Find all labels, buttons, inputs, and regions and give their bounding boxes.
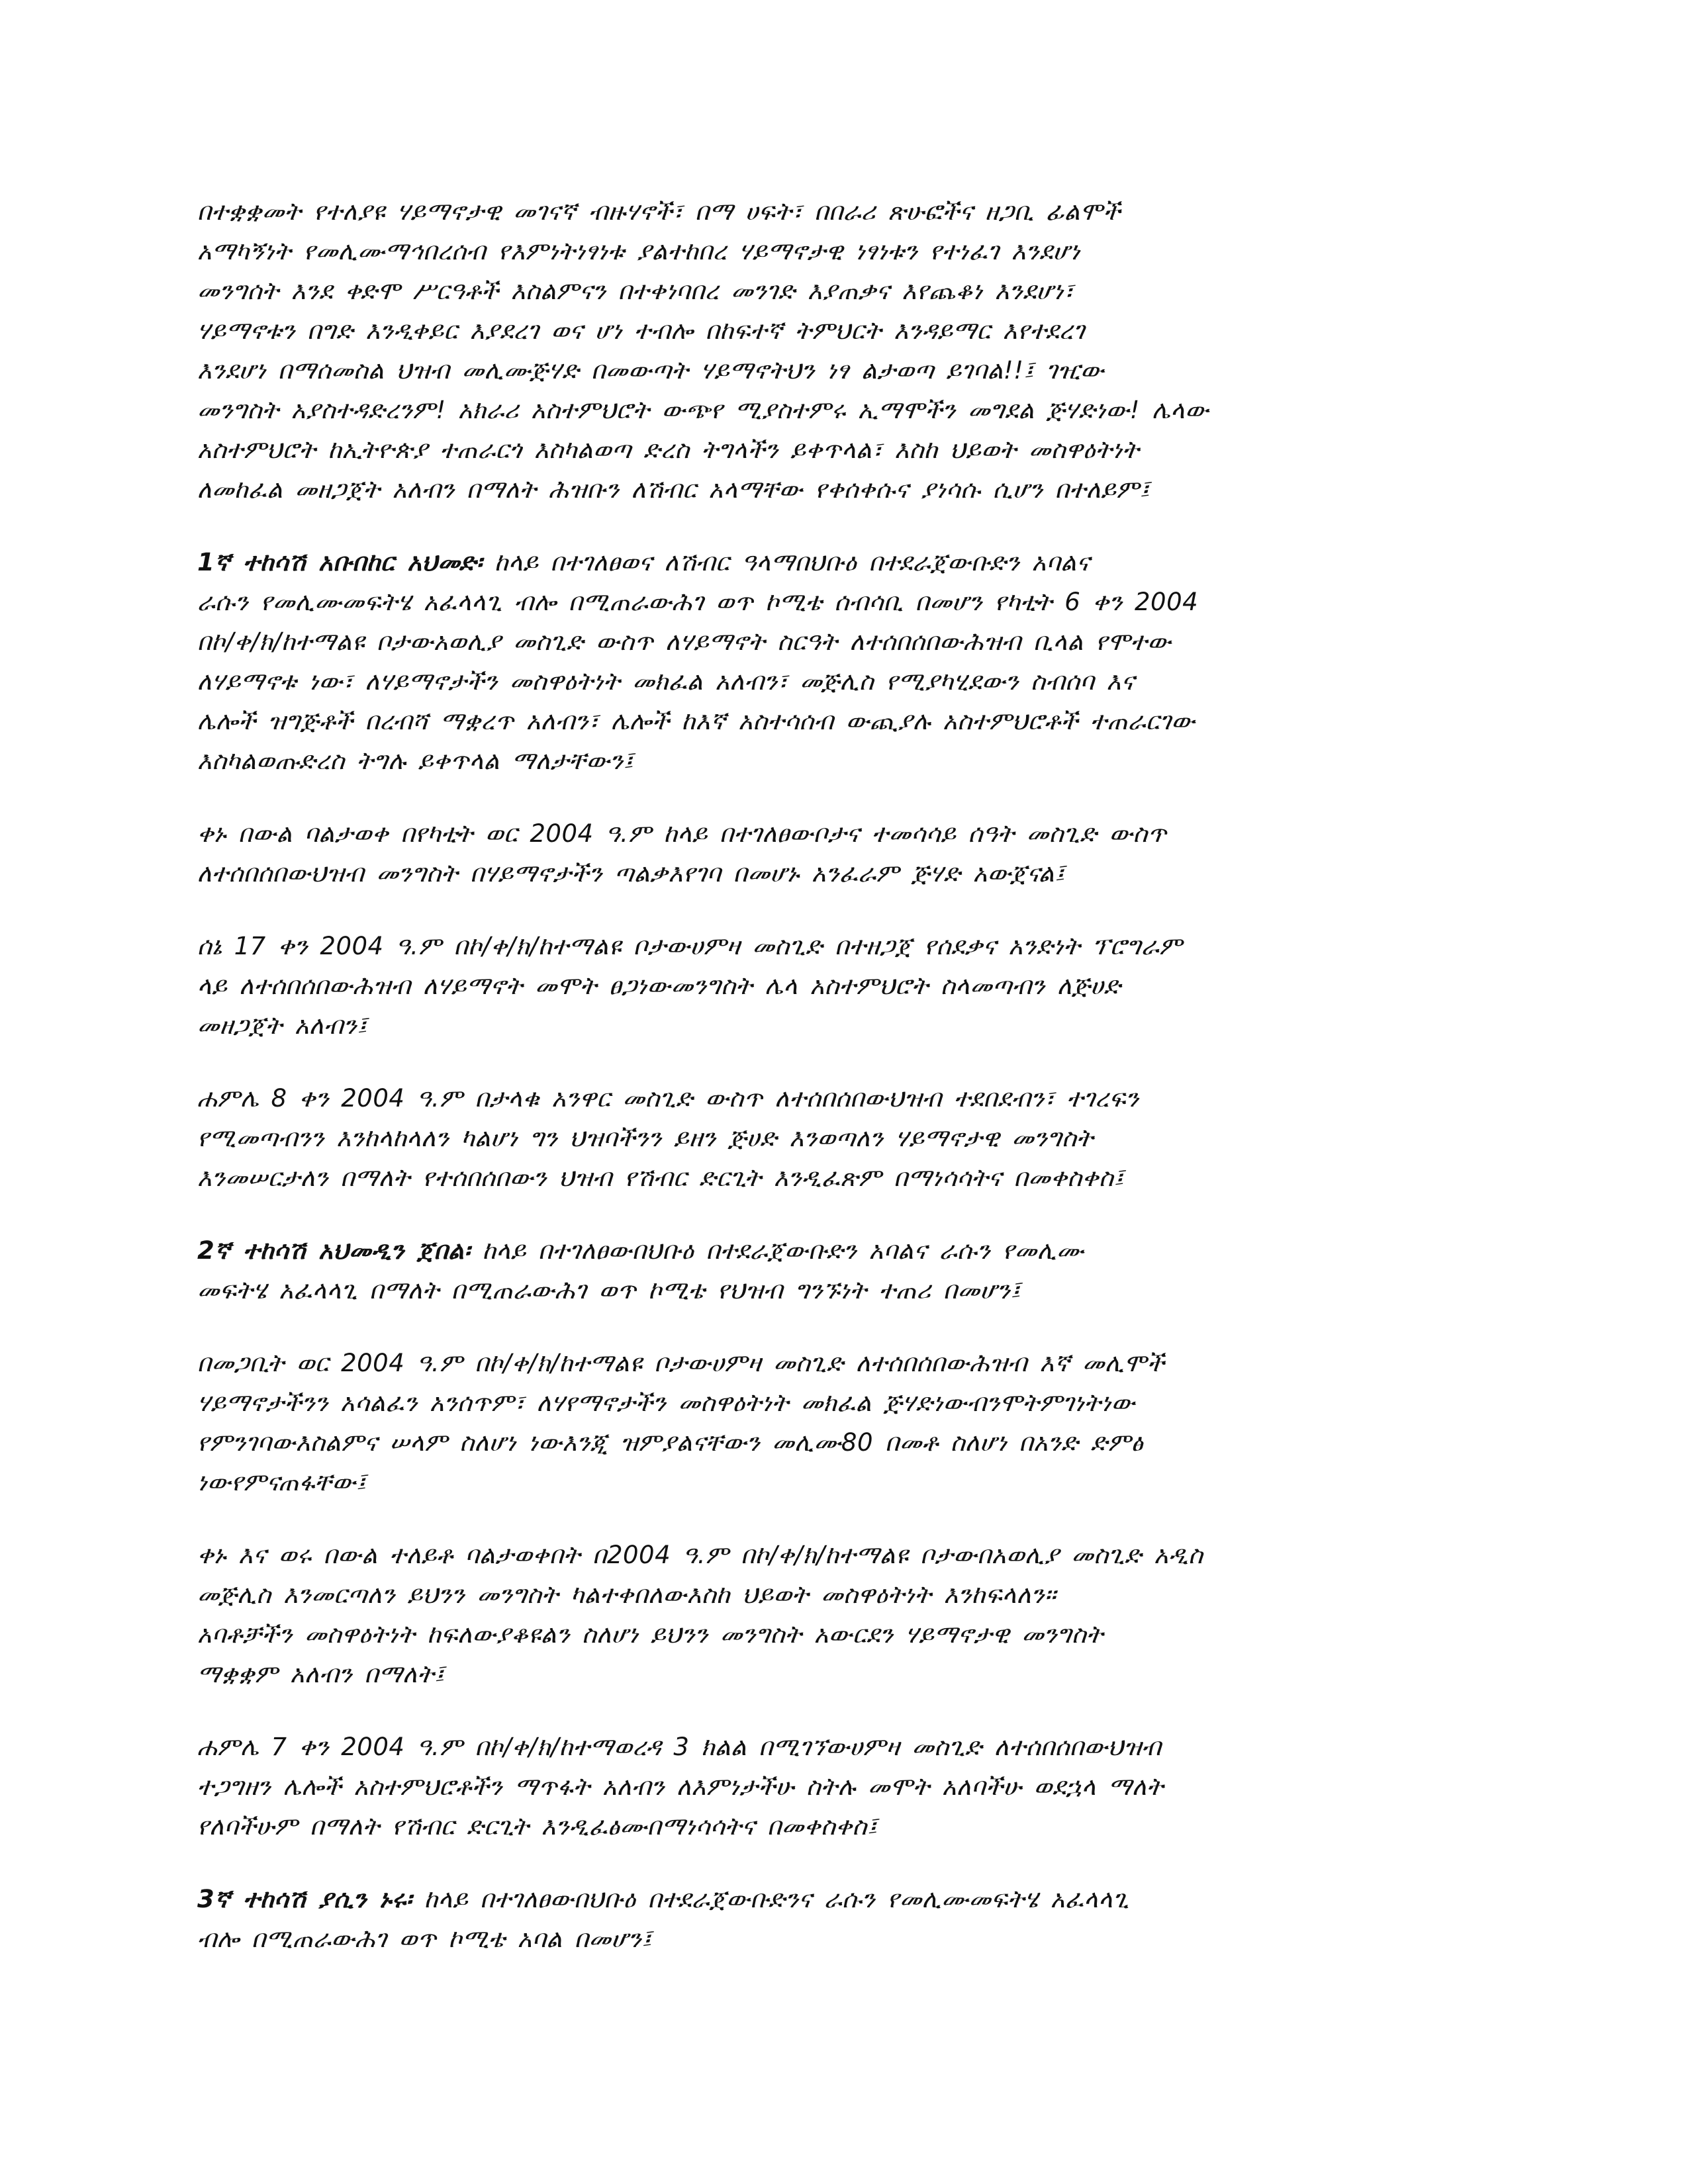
text-line: ነውየምናጠፋቸው፤ bbox=[197, 1468, 367, 1496]
text-line: ሌሎች ዝግጅቶች በረብሻ ማቋረጥ አለብን፣ ሌሎች ከእኛ አስተሳሰብ ውጪያሉ አስተምህሮቶች ተጠራርገው bbox=[197, 707, 1196, 735]
text-line: ለሃይማኖቱ ነው፣ ለሃይማኖታችን መስዋዕትነት መክፈል አለብን፣ መጅሊስ የሚያካሂደውን ስብሰባ እና bbox=[197, 667, 1135, 696]
text-line: መጅሊስ እንመርጣለን ይህንን መንግስት ካልተቀበለውእስከ ህይወት መስዋዕትነት እንከፍላለን። bbox=[197, 1580, 1056, 1609]
paragraph-7 bbox=[197, 1343, 1505, 1502]
text-line: የምንገባውእስልምና ሠላም ስለሆነ ነውእንጂ ዝምያልናቸውን መሊሙ80 በመቶ ስለሆነ በአንድ ድምፅ bbox=[197, 1428, 1144, 1457]
text-line bbox=[197, 543, 1505, 582]
text-line: መንግስት አያስተዳድረንም! አክራሪ አስተምህሮት ውጭየ ሚያስተምሩ ኢማሞችን መግደል ጅሃድነው! ሌላው bbox=[197, 396, 1209, 424]
paragraph-2 bbox=[197, 543, 1505, 781]
text-line: ለመከፈል መዘጋጀት አለብን በማለት ሕዝቡን ለሽብር አላማቸው የቀሰቀሱና ያነሳሱ ሲሆን በተለይም፤ bbox=[197, 475, 1150, 504]
defendant-heading: 3ኛ ተከሳሽ ያሲን ኑሩ፡ bbox=[197, 1885, 412, 1913]
text-line: በመጋቢት ወር 2004 ዓ.ም በኮ/ቀ/ክ/ከተማልዩ ቦታውሀምዛ መስጊድ ለተሰበሰበውሕዝብ እኛ መሊሞች bbox=[197, 1349, 1165, 1377]
text-line: መንግሰት እንደ ቀድሞ ሥርዓቶች እስልምናን በተቀነባበረ መንገድ እያጠቃና እየጨቆነ እንደሆነ፣ bbox=[197, 277, 1074, 305]
text-line: እንደሆነ በማሰመስል ህዝብ መሊሙጅሃድ በመውጣት ሃይማኖትህን ነፃ ልታወጣ ይገባል!!፤ ገዢው bbox=[197, 356, 1105, 385]
text-line: ለተሰበሰበውህዝብ መንግስት በሃይማኖታችን ጣልቃእየገባ በመሆኑ አንፈራም ጅሃድ አውጀናል፤ bbox=[197, 859, 1065, 887]
text-line bbox=[197, 1231, 1505, 1271]
text-line: ሐምሌ 7 ቀን 2004 ዓ.ም በኮ/ቀ/ክ/ከተማወረዳ 3 ክልል በሚገኘውሀምዛ መስጊድ ለተሰበሰበውህዝብ bbox=[197, 1733, 1162, 1761]
text-line bbox=[197, 1880, 1505, 1919]
text-line: ማቋቋም አለብን በማለት፤ bbox=[197, 1660, 445, 1688]
paragraph-8 bbox=[197, 1535, 1505, 1694]
text-fragment: ከላይ በተገለፀውበህቡዕ በተደራጀውቡድንና ራሱን የመሊሙመፍትሄ አፈላላጊ bbox=[412, 1885, 1129, 1913]
paragraph-6 bbox=[197, 1231, 1505, 1310]
text-fragment: ከላይ በተገለፀውበህቡዕ በተደራጀውቡድን አባልና ራሱን የመሊሙ bbox=[470, 1236, 1084, 1265]
paragraph-5 bbox=[197, 1079, 1505, 1198]
text-line: ቀኑ በውል ባልታወቀ በየካቲት ወር 2004 ዓ.ም ከላይ በተገለፀውቦታና ተመሳሳይ ሰዓት መስጊድ ውስጥ bbox=[197, 819, 1167, 848]
text-line: ሃይማኖቱን በግድ እንዲቀይር እያደረገ ወና ሆነ ተብሎ በከፍተኛ ትምህርት እንዳይማር እየተደረገ bbox=[197, 316, 1085, 345]
text-line: የሚመጣብንን እንከላከላለን ካልሆነ ግን ህዝባችንን ይዘን ጅሀድ እንወጣለን ሃይማኖታዊ መንግስት bbox=[197, 1124, 1094, 1152]
text-line: መፍትሄ አፈላላጊ በማለት በሚጠራውሕገ ወጥ ኮሚቴ የህዝብ ግንኙነት ተጠሪ በመሆን፤ bbox=[197, 1276, 1021, 1304]
text-line: በኮ/ቀ/ክ/ከተማልዩ ቦታውአወሊያ መስጊድ ውስጥ ለሃይማኖት ስርዓት ለተሰበሰበውሕዝብ ቢላል የሞተው bbox=[197, 627, 1172, 656]
text-line: ብሎ በሚጠራውሕገ ወጥ ኮሚቴ አባል በመሆን፤ bbox=[197, 1925, 652, 1953]
text-line: እስካልወጡድረስ ትግሉ ይቀጥላል ማለታቸውን፤ bbox=[197, 747, 634, 775]
defendant-heading: 2ኛ ተከሳሽ አህመዲን ጀበል፡ bbox=[197, 1236, 471, 1265]
text-line: ሐምሌ 8 ቀን 2004 ዓ.ም በታላቁ አንዋር መስጊድ ውስጥ ለተሰበሰበውህዝብ ተደበደብን፣ ተገረፍን bbox=[197, 1084, 1139, 1113]
defendant-heading: 1ኛ ተከሳሽ አቡበከር አህመድ፡ bbox=[197, 548, 483, 576]
paragraph-4 bbox=[197, 927, 1505, 1046]
text-line: አባቶቻችን መስዋዕትነት ከፍለውያቆዩልን ስለሆነ ይህንን መንግስት አውርደን ሃይማኖታዊ መንግስት bbox=[197, 1620, 1103, 1649]
text-fragment: ከላይ በተገለፀወና ለሽብር ዓላማበህቡዕ በተደራጀውቡድን አባልና bbox=[482, 548, 1090, 576]
text-line: ሰኔ 17 ቀን 2004 ዓ.ም በኮ/ቀ/ክ/ከተማልዩ ቦታውሀምዛ መስጊድ በተዘጋጀ የሰደቃና አንድነት ፕሮግራም bbox=[197, 932, 1183, 960]
paragraph-3 bbox=[197, 814, 1505, 893]
text-line: እንመሠርታለን በማለት የተሰበሰበውን ህዝብ የሽብር ድርጊት እንዲፈጽም በማነሳሳትና በመቀስቀስ፤ bbox=[197, 1163, 1124, 1192]
text-line: ላይ ለተሰበሰበውሕዝብ ለሃይማኖት መሞት ፀጋነውመንግስት ሌላ አስተምህሮት ስላመጣብን ለጅሀድ bbox=[197, 972, 1121, 1000]
text-line: ተጋግዘን ሌሎች አስተምህሮቶችን ማጥፋት አለብን ለእምነታችሁ ስትሉ መሞት አለባችሁ ወደኋላ ማለት bbox=[197, 1772, 1164, 1801]
text-line: መዘጋጀት አለብን፤ bbox=[197, 1011, 367, 1040]
paragraph-1 bbox=[197, 192, 1505, 510]
document-body bbox=[197, 192, 1505, 1992]
text-line: አስተምህሮት ከኢትዮጵያ ተጠራርጎ እስካልወጣ ድረስ ትግላችን ይቀጥላል፣ እስከ ህይወት መስዋዕትነት bbox=[197, 435, 1140, 464]
paragraph-10 bbox=[197, 1880, 1505, 1959]
text-line: በተቋቋመት የተለያዩ ሃይማኖታዊ መገናኛ ብዙሃኖች፣ በማ ሀፍት፣ በበራሪ ጽሁፎችና ዘጋቢ ፊልሞች bbox=[197, 197, 1121, 226]
text-line: ቀኑ እና ወሩ በውል ተለይቶ ባልታወቀበት በ2004 ዓ.ም በኮ/ቀ/ክ/ከተማልዩ ቦታውበአወሊያ መስጊድ አዲስ bbox=[197, 1541, 1203, 1569]
text-line: የለባችሁም በማለት የሽብር ድርጊት እንዲፈፅሙበማነሳሳትና በመቀስቀስ፤ bbox=[197, 1812, 878, 1841]
text-line: ሃይማኖታችንን አሳልፈን አንሰጥም፣ ለሃየማኖታችን መስዋዕትነት መክፈል ጅሃድነውብንሞትምገነትነው bbox=[197, 1388, 1135, 1417]
text-line: አማካኝነት የመሊሙማኅበረሰብ የእምነትነፃነቱ ያልተከበረ ሃይማኖታዊ ነፃነቱን የተነፈገ እንደሆነ bbox=[197, 237, 1080, 265]
paragraph-9 bbox=[197, 1727, 1505, 1846]
text-line: ራሱን የመሊሙመፍትሄ አፈላላጊ ብሎ በሚጠራውሕገ ወጥ ኮሚቴ ሰብሳቢ በመሆን የካቲት 6 ቀን 2004 bbox=[197, 588, 1199, 616]
